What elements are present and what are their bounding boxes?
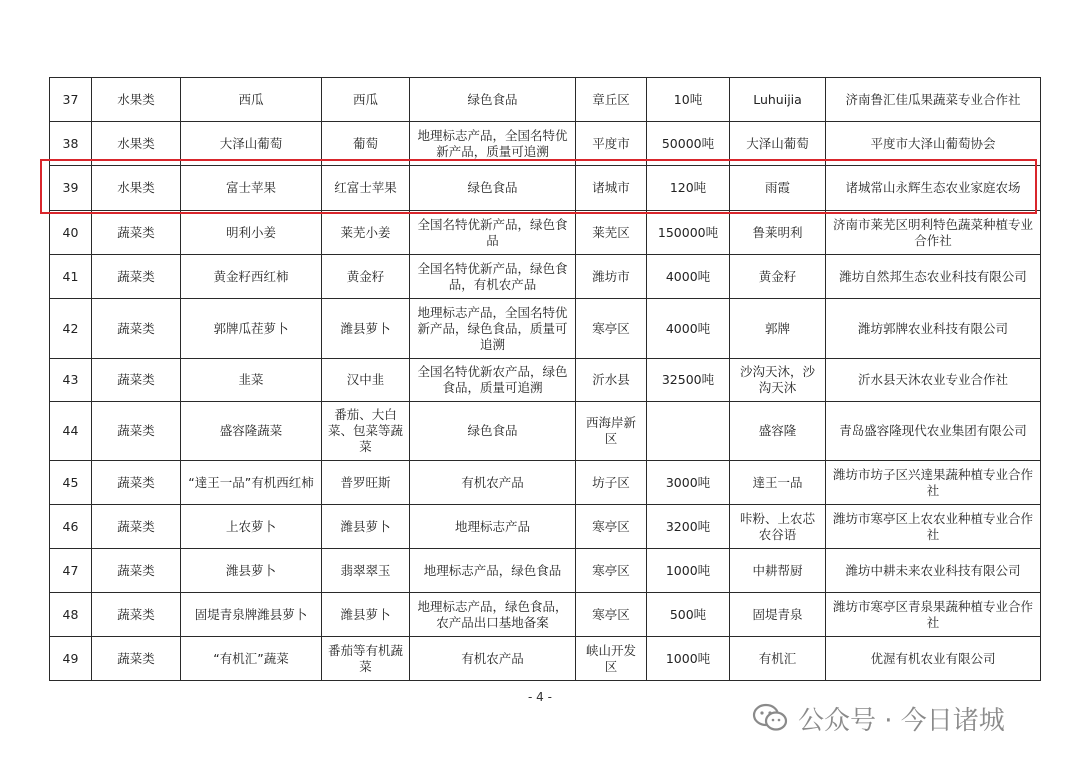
- cell-output: 500吨: [647, 593, 730, 637]
- cell-variety: 普罗旺斯: [322, 461, 410, 505]
- cell-certification: 绿色食品: [410, 402, 576, 461]
- cell-variety: 黄金籽: [322, 255, 410, 299]
- table-row: [50, 505, 1041, 549]
- cell-output: 3200吨: [647, 505, 730, 549]
- cell-brand: 大泽山葡萄: [730, 122, 826, 166]
- cell-name: 明利小姜: [181, 211, 322, 255]
- table-row: [50, 461, 1041, 505]
- cell-no: 40: [50, 211, 92, 255]
- cell-region: 寒亭区: [576, 549, 647, 593]
- wechat-icon: [752, 703, 788, 733]
- cell-variety: 翡翠翠玉: [322, 549, 410, 593]
- cell-company: 济南市莱芜区明利特色蔬菜种植专业合作社: [826, 211, 1041, 255]
- cell-no: 39: [50, 166, 92, 211]
- table-row: [50, 255, 1041, 299]
- cell-certification: 地理标志产品: [410, 505, 576, 549]
- cell-no: 43: [50, 359, 92, 402]
- cell-category: 水果类: [92, 122, 181, 166]
- cell-company: 诸城常山永辉生态农业家庭农场: [826, 166, 1041, 211]
- cell-region: 峡山开发区: [576, 637, 647, 681]
- cell-category: 水果类: [92, 166, 181, 211]
- cell-brand: 有机汇: [730, 637, 826, 681]
- watermark-account: 今日诸城: [900, 705, 1005, 736]
- page-number: - 4 -: [528, 690, 552, 704]
- cell-region: 章丘区: [576, 78, 647, 122]
- cell-no: 42: [50, 299, 92, 359]
- cell-region: 莱芜区: [576, 211, 647, 255]
- cell-variety: 番茄等有机蔬菜: [322, 637, 410, 681]
- cell-name: 潍县萝卜: [181, 549, 322, 593]
- cell-region: 寒亭区: [576, 505, 647, 549]
- cell-company: 潍坊自然邦生态农业科技有限公司: [826, 255, 1041, 299]
- cell-certification: 地理标志产品，绿色食品，农产品出口基地备案: [410, 593, 576, 637]
- cell-certification: 绿色食品: [410, 78, 576, 122]
- cell-company: 沂水县天沐农业专业合作社: [826, 359, 1041, 402]
- table-row: [50, 549, 1041, 593]
- cell-name: 上农萝卜: [181, 505, 322, 549]
- cell-brand: 達王一品: [730, 461, 826, 505]
- cell-variety: 番茄、大白菜、包菜等蔬菜: [322, 402, 410, 461]
- cell-name: 富士苹果: [181, 166, 322, 211]
- cell-category: 蔬菜类: [92, 402, 181, 461]
- cell-output: 4000吨: [647, 299, 730, 359]
- cell-no: 44: [50, 402, 92, 461]
- cell-certification: 地理标志产品，绿色食品: [410, 549, 576, 593]
- cell-region: 西海岸新区: [576, 402, 647, 461]
- cell-region: 沂水县: [576, 359, 647, 402]
- cell-variety: 潍县萝卜: [322, 299, 410, 359]
- cell-output: 1000吨: [647, 637, 730, 681]
- cell-name: 韭菜: [181, 359, 322, 402]
- cell-region: 坊子区: [576, 461, 647, 505]
- cell-category: 蔬菜类: [92, 637, 181, 681]
- table-row: [50, 637, 1041, 681]
- cell-region: 诸城市: [576, 166, 647, 211]
- table-row: [50, 78, 1041, 122]
- cell-no: 41: [50, 255, 92, 299]
- cell-company: 优渥有机农业有限公司: [826, 637, 1041, 681]
- cell-output: 1000吨: [647, 549, 730, 593]
- cell-no: 46: [50, 505, 92, 549]
- cell-output: 150000吨: [647, 211, 730, 255]
- cell-brand: 盛容隆: [730, 402, 826, 461]
- cell-no: 49: [50, 637, 92, 681]
- cell-region: 寒亭区: [576, 299, 647, 359]
- cell-region: 潍坊市: [576, 255, 647, 299]
- cell-certification: 地理标志产品，全国名特优新产品，质量可追溯: [410, 122, 576, 166]
- product-table: [49, 77, 1041, 681]
- cell-category: 蔬菜类: [92, 255, 181, 299]
- cell-category: 蔬菜类: [92, 549, 181, 593]
- cell-output: 4000吨: [647, 255, 730, 299]
- cell-variety: 莱芜小姜: [322, 211, 410, 255]
- cell-category: 蔬菜类: [92, 359, 181, 402]
- cell-brand: Luhuijia: [730, 78, 826, 122]
- cell-category: 蔬菜类: [92, 299, 181, 359]
- cell-variety: 葡萄: [322, 122, 410, 166]
- cell-name: 郭牌瓜茬萝卜: [181, 299, 322, 359]
- cell-company: 潍坊郭牌农业科技有限公司: [826, 299, 1041, 359]
- cell-variety: 潍县萝卜: [322, 593, 410, 637]
- cell-region: 平度市: [576, 122, 647, 166]
- cell-name: “達王一品”有机西红柿: [181, 461, 322, 505]
- watermark-prefix: 公众号 ·: [798, 705, 901, 736]
- cell-company: 青岛盛容隆现代农业集团有限公司: [826, 402, 1041, 461]
- cell-brand: 鲁莱明利: [730, 211, 826, 255]
- cell-no: 45: [50, 461, 92, 505]
- cell-name: 固堤青泉牌潍县萝卜: [181, 593, 322, 637]
- cell-name: 西瓜: [181, 78, 322, 122]
- cell-company: 潍坊中耕未来农业科技有限公司: [826, 549, 1041, 593]
- cell-certification: 绿色食品: [410, 166, 576, 211]
- table-row: [50, 211, 1041, 255]
- cell-company: 潍坊市坊子区兴達果蔬种植专业合作社: [826, 461, 1041, 505]
- cell-category: 蔬菜类: [92, 461, 181, 505]
- cell-name: 盛容隆蔬菜: [181, 402, 322, 461]
- table-row: [50, 593, 1041, 637]
- cell-region: 寒亭区: [576, 593, 647, 637]
- table-row: [50, 402, 1041, 461]
- cell-brand: 中耕帮厨: [730, 549, 826, 593]
- cell-variety: 西瓜: [322, 78, 410, 122]
- cell-variety: 红富士苹果: [322, 166, 410, 211]
- cell-brand: 黄金籽: [730, 255, 826, 299]
- cell-variety: 潍县萝卜: [322, 505, 410, 549]
- cell-company: 潍坊市寒亭区上农农业种植专业合作社: [826, 505, 1041, 549]
- cell-output: 50000吨: [647, 122, 730, 166]
- cell-name: 大泽山葡萄: [181, 122, 322, 166]
- cell-output: 3000吨: [647, 461, 730, 505]
- cell-category: 蔬菜类: [92, 505, 181, 549]
- watermark: [752, 700, 1005, 736]
- cell-category: 蔬菜类: [92, 211, 181, 255]
- table-row: [50, 166, 1041, 211]
- cell-brand: 沙沟天沐，沙沟天沐: [730, 359, 826, 402]
- cell-no: 37: [50, 78, 92, 122]
- cell-category: 蔬菜类: [92, 593, 181, 637]
- cell-output: 10吨: [647, 78, 730, 122]
- cell-name: 黄金籽西红柿: [181, 255, 322, 299]
- cell-certification: 全国名特优新产品，绿色食品: [410, 211, 576, 255]
- cell-brand: 郭牌: [730, 299, 826, 359]
- cell-company: 潍坊市寒亭区青泉果蔬种植专业合作社: [826, 593, 1041, 637]
- cell-brand: 咔粉、上农芯农谷语: [730, 505, 826, 549]
- table-row: [50, 359, 1041, 402]
- cell-brand: 雨霞: [730, 166, 826, 211]
- cell-no: 38: [50, 122, 92, 166]
- cell-category: 水果类: [92, 78, 181, 122]
- cell-name: “有机汇”蔬菜: [181, 637, 322, 681]
- cell-no: 48: [50, 593, 92, 637]
- table-row: [50, 122, 1041, 166]
- cell-certification: 全国名特优新农产品，绿色食品，质量可追溯: [410, 359, 576, 402]
- cell-no: 47: [50, 549, 92, 593]
- cell-variety: 汉中韭: [322, 359, 410, 402]
- cell-certification: 有机农产品: [410, 637, 576, 681]
- cell-company: 济南鲁汇佳瓜果蔬菜专业合作社: [826, 78, 1041, 122]
- table-row: [50, 299, 1041, 359]
- cell-output: 120吨: [647, 166, 730, 211]
- cell-company: 平度市大泽山葡萄协会: [826, 122, 1041, 166]
- cell-output: 32500吨: [647, 359, 730, 402]
- cell-brand: 固堤青泉: [730, 593, 826, 637]
- cell-certification: 有机农产品: [410, 461, 576, 505]
- cell-output: [647, 402, 730, 461]
- cell-certification: 地理标志产品，全国名特优新产品，绿色食品，质量可追溯: [410, 299, 576, 359]
- cell-certification: 全国名特优新产品，绿色食品，有机农产品: [410, 255, 576, 299]
